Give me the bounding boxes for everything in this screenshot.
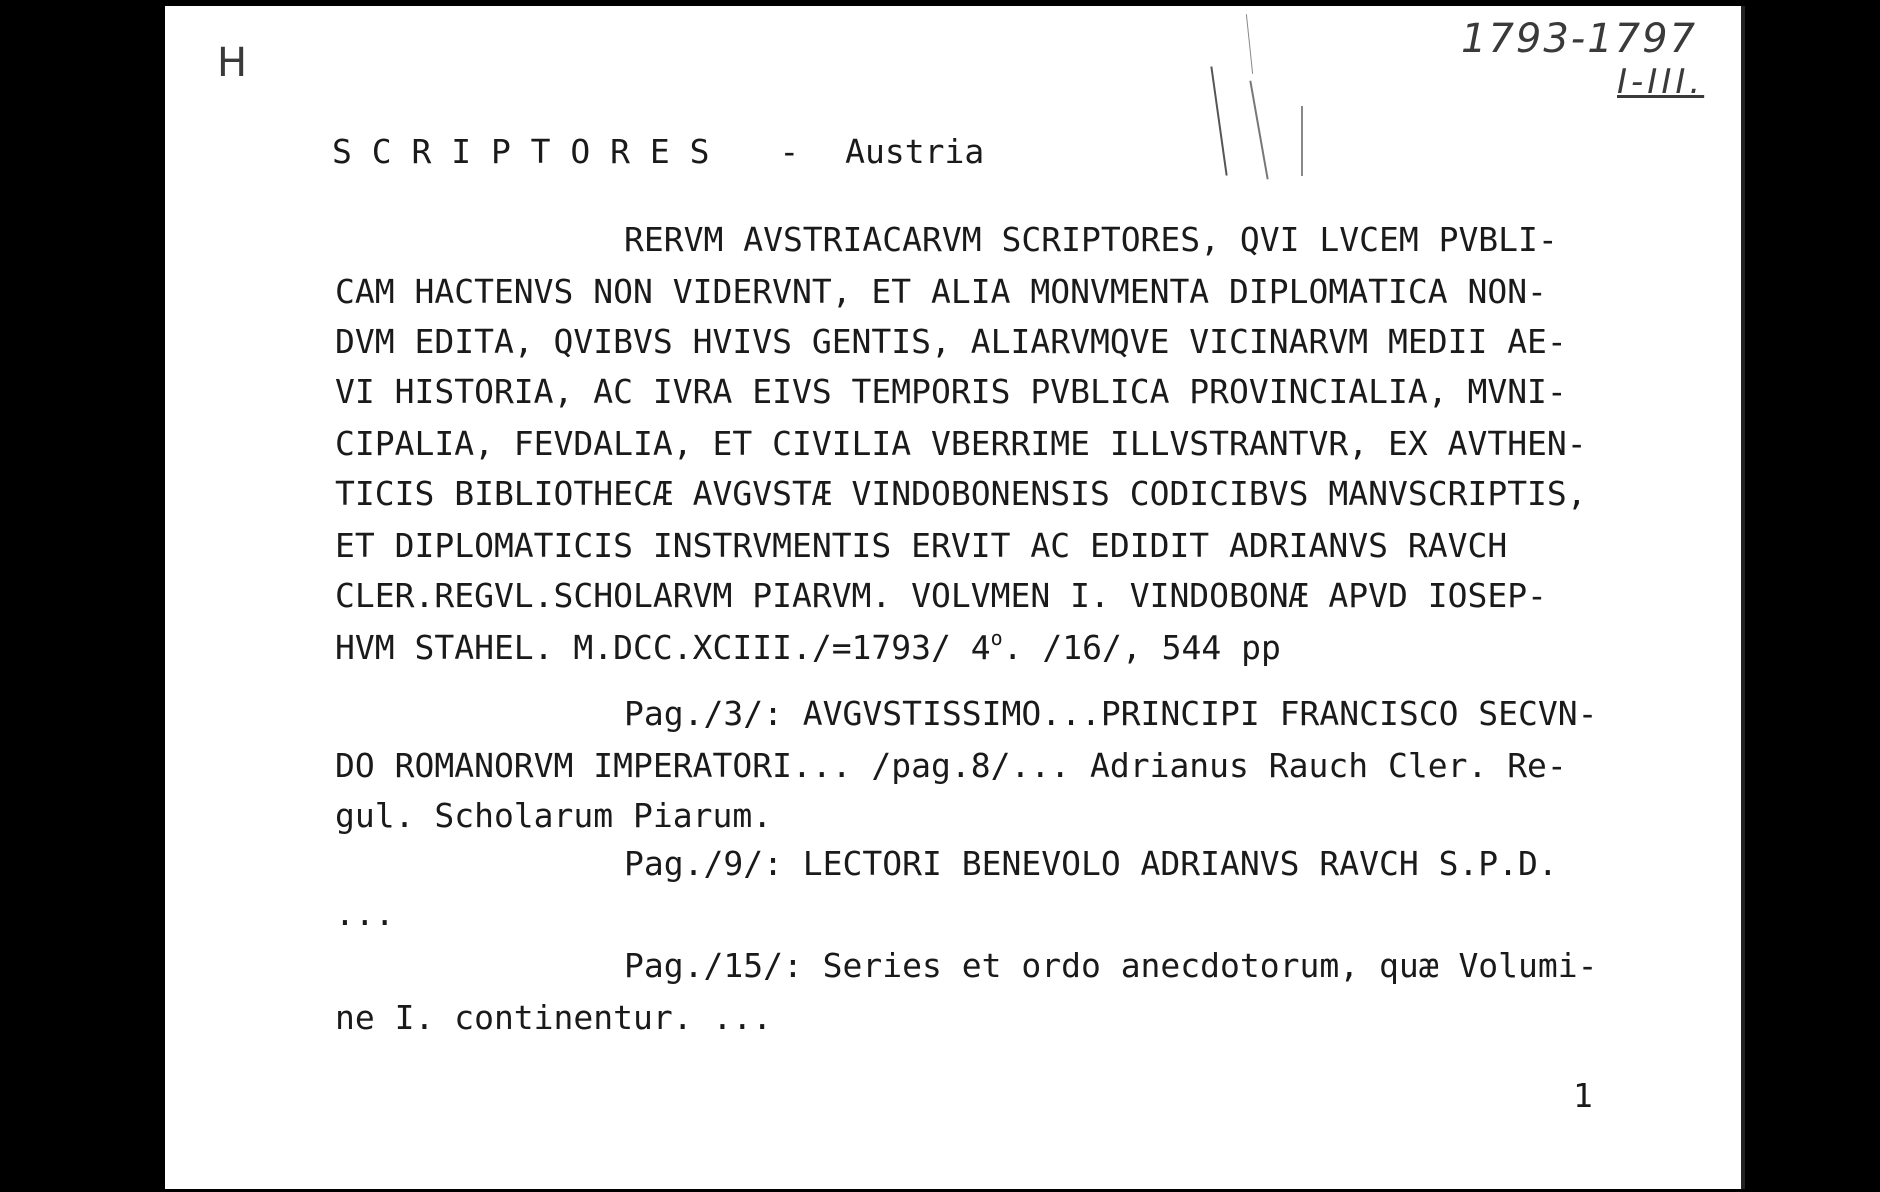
vertical-scribble [1210, 66, 1227, 175]
note-line: DO ROMANORVM IMPERATORI... /pag.8/... Adrianus Rauch Cler. Re- [335, 746, 1567, 785]
note-line: gul. Scholarum Piarum. [335, 796, 773, 835]
body-line: DVM EDITA, QVIBVS HVIVS GENTIS, ALIARVMQVE VICINARVM MEDII AE- [335, 322, 1567, 361]
note-line: Pag./3/: AVGVSTISSIMO...PRINCIPI FRANCISCO SECVN- [624, 694, 1598, 733]
handwritten-volume-range: I-III. [1617, 62, 1705, 102]
heading-subject: Austria [845, 132, 985, 171]
catalog-card [165, 6, 1745, 1189]
body-line: CAM HACTENVS NON VIDERVNT, ET ALIA MONVMENTA DIPLOMATICA NON- [335, 272, 1547, 311]
heading-line [332, 132, 984, 171]
note-line: Pag./15/: Series et ordo anecdotorum, quæ Volumi- [624, 946, 1598, 985]
handwritten-date: 1793-1797 [1461, 16, 1698, 62]
heading-scriptores: S C R I P T O R E S [332, 132, 710, 171]
vertical-scribble [1246, 14, 1253, 74]
vertical-scribble [1301, 106, 1303, 176]
body-line: CIPALIA, FEVDALIA, ET CIVILIA VBERRIME ILLVSTRANTVR, EX AVTHEN- [335, 424, 1587, 463]
imprint-line [335, 628, 1281, 667]
heading-dash: - [779, 132, 800, 171]
imprint-end: . /16/, 544 pp [1002, 628, 1281, 667]
imprint-start: HVM STAHEL. M.DCC.XCIII./=1793/ 4 [335, 628, 991, 667]
body-line: RERVM AVSTRIACARVM SCRIPTORES, QVI LVCEM PVBLI- [624, 220, 1558, 259]
body-line: VI HISTORIA, AC IVRA EIVS TEMPORIS PVBLICA PROVINCIALIA, MVNI- [335, 372, 1567, 411]
body-line: CLER.REGVL.SCHOLARVM PIARVM. VOLVMEN I. VINDOBONÆ APVD IOSEP- [335, 576, 1547, 615]
note-line: ... [335, 894, 395, 933]
imprint-degree: o [990, 626, 1003, 650]
body-line: ET DIPLOMATICIS INSTRVMENTIS ERVIT AC EDIDIT ADRIANVS RAVCH [335, 526, 1508, 565]
card-edge [1741, 6, 1745, 1189]
body-line: TICIS BIBLIOTHECÆ AVGVSTÆ VINDOBONENSIS CODICIBVS MANVSCRIPTIS, [335, 474, 1587, 513]
note-line: ne I. continentur. ... [335, 998, 773, 1037]
vertical-scribble [1249, 81, 1268, 180]
margin-mark: H [217, 40, 254, 86]
note-line: Pag./9/: LECTORI BENEVOLO ADRIANVS RAVCH S.P.D. [624, 844, 1558, 883]
page-number: 1 [1573, 1076, 1593, 1115]
